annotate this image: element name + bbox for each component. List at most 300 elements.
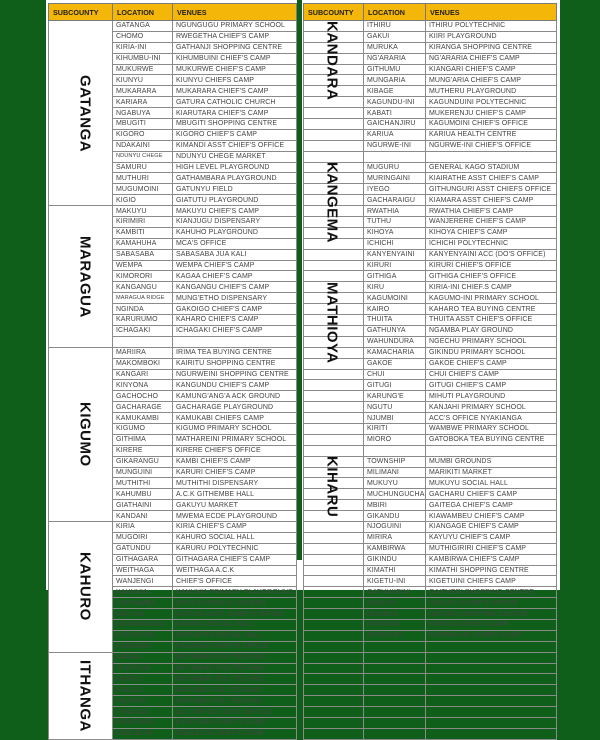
- subcounty-label: KIHARU: [323, 456, 341, 518]
- header-location: LOCATION: [364, 4, 426, 21]
- venue-cell: KIIRI PLAYGROUND: [426, 31, 557, 42]
- venue-cell: GENERAL KAGO STADIUM: [426, 162, 557, 173]
- table-row: [304, 260, 557, 271]
- location-cell: GIKARANGU: [113, 456, 173, 467]
- table-row: [49, 347, 297, 358]
- location-cell: CHUI: [364, 369, 426, 380]
- subcounty-cell: [304, 532, 364, 543]
- location-cell: KAMBITI: [113, 227, 173, 238]
- subcounty-cell: [304, 434, 364, 445]
- table-row: [304, 598, 557, 609]
- table-row: [304, 434, 557, 445]
- location-cell: NDUNYU CHEGE: [113, 151, 173, 162]
- subcounty-cell: [304, 184, 364, 195]
- subcounty-cell: [304, 21, 364, 32]
- location-cell: KIMORORI: [113, 271, 173, 282]
- venue-cell: KIRURI CHIEF'S OFFICE: [426, 260, 557, 271]
- venue-cell: ACC OFFICE (DO'S OFFICE): [173, 707, 297, 718]
- location-cell: MILIMANI: [364, 467, 426, 478]
- location-cell: GITHIGA: [364, 271, 426, 282]
- subcounty-cell: [304, 478, 364, 489]
- empty-cell: [364, 728, 426, 739]
- location-cell: MUGOIRI: [113, 532, 173, 543]
- location-cell: KARURUMO: [113, 315, 173, 326]
- venue-cell: KAYUYU CHIEF'S CAMP: [426, 532, 557, 543]
- venue-cell: A.C.K GITHEMBE HALL: [173, 489, 297, 500]
- empty-cell: [426, 707, 557, 718]
- table-row: [304, 336, 557, 347]
- location-cell: GAICHANJIRU: [364, 119, 426, 130]
- venue-cell: KARIUA HEALTH CENTRE: [426, 129, 557, 140]
- empty-cell: [426, 674, 557, 685]
- location-cell: KIMATHI: [364, 565, 426, 576]
- table-row: [304, 369, 557, 380]
- subcounty-cell: [304, 304, 364, 315]
- empty-cell: [364, 696, 426, 707]
- location-cell: MAKUYU: [113, 206, 173, 217]
- location-cell: KAGUMOINI: [364, 293, 426, 304]
- table-row: [304, 511, 557, 522]
- venue-cell: KARURI CHIEF'S CAMP: [173, 467, 297, 478]
- empty-cell: [426, 641, 557, 652]
- venue-cell: KIHINGA CHIEFS CAMP: [426, 619, 557, 630]
- location-cell: KARIUA: [364, 129, 426, 140]
- location-cell: KIONJO-INI: [113, 630, 173, 641]
- subcounty-cell: [304, 391, 364, 402]
- venue-cell: KAGUNDUINI POLYTECHNIC: [426, 97, 557, 108]
- subcounty-cell: [304, 260, 364, 271]
- header-row: [49, 4, 297, 21]
- location-cell: GACHARAIGU: [364, 195, 426, 206]
- subcounty-cell: [304, 282, 364, 293]
- subcounty-cell: [304, 358, 364, 369]
- location-cell: MAKOMBOKI: [113, 358, 173, 369]
- location-cell: KAHUMBU: [113, 489, 173, 500]
- table-row: [304, 97, 557, 108]
- table-row: [304, 521, 557, 532]
- subcounty-cell: [304, 173, 364, 184]
- table-row: [304, 64, 557, 75]
- subcounty-cell: [304, 630, 364, 641]
- venue-cell: ICHICHI POLYTECHNIC: [426, 238, 557, 249]
- subcounty-label: KANDARA: [323, 20, 341, 100]
- table-row: [304, 75, 557, 86]
- location-cell: [364, 445, 426, 456]
- location-cell: GITHIMA: [113, 434, 173, 445]
- table-row: [304, 478, 557, 489]
- subcounty-cell: [304, 489, 364, 500]
- venue-cell: MUNG'ARIA CHIEF'S CAMP: [426, 75, 557, 86]
- table-row: [304, 238, 557, 249]
- empty-cell: [364, 674, 426, 685]
- location-cell: MBUGITI: [113, 119, 173, 130]
- table-row: [304, 402, 557, 413]
- venue-cell: WANJERERE CHIEF'S CAMP: [426, 217, 557, 228]
- subcounty-cell: [304, 369, 364, 380]
- header-subcounty: SUBCOUNTY: [49, 4, 113, 21]
- venue-cell: GAKUYU CHIEF'S OFFICE: [426, 598, 557, 609]
- venue-cell: KANGANGU CHIEF'S CAMP: [173, 282, 297, 293]
- location-cell: KIHUMBU-INI: [113, 53, 173, 64]
- venue-cell: KIRATHANI CHIEF'S CAMP: [173, 718, 297, 729]
- subcounty-cell: [304, 119, 364, 130]
- venue-cell: NGECHU PRIMARY SCHOOL: [426, 336, 557, 347]
- venue-cell: KAREMA-INI CHIEFS CAMP: [426, 630, 557, 641]
- empty-cell: [304, 641, 364, 652]
- column-divider: [297, 0, 302, 560]
- venue-cell: KANGUNDU CHIEF'S CAMP: [173, 380, 297, 391]
- subcounty-cell: [49, 347, 113, 521]
- subcounty-cell: [304, 609, 364, 620]
- empty-row: [304, 641, 557, 652]
- venue-cell: MUKURWE CHIEF'S CAMP: [173, 64, 297, 75]
- table-row: [304, 42, 557, 53]
- venue-cell: KAHATIA SOCIAL HALL: [173, 619, 297, 630]
- location-cell: MUGURU: [364, 162, 426, 173]
- location-cell: KINYONA: [113, 380, 173, 391]
- table-row: [304, 162, 557, 173]
- venue-cell: KAIRITU SHOPPING CENTRE: [173, 358, 297, 369]
- empty-row: [304, 685, 557, 696]
- table-row: [304, 249, 557, 260]
- subcounty-cell: [304, 217, 364, 228]
- table-row: [49, 521, 297, 532]
- subcounty-cell: [304, 619, 364, 630]
- venue-cell: GACHARU CHIEF'S CAMP: [426, 489, 557, 500]
- location-cell: GATANGA: [113, 21, 173, 32]
- subcounty-label: KANGEMA: [323, 162, 341, 244]
- location-cell: KANGANGU: [113, 282, 173, 293]
- venue-cell: [426, 151, 557, 162]
- table-row: [304, 445, 557, 456]
- venue-cell: GITHIGA CHIEF'S OFFICE: [426, 271, 557, 282]
- venue-cell: KIANJUGU DISPENSARY: [173, 217, 297, 228]
- empty-cell: [304, 685, 364, 696]
- table-row: [304, 500, 557, 511]
- venue-cell: ITHIRU POLYTECHNIC: [426, 21, 557, 32]
- location-cell: KIGETU-INI: [364, 576, 426, 587]
- venue-cell: GATHAMBARA PLAYGROUND: [173, 173, 297, 184]
- location-cell: KANDANI: [113, 511, 173, 522]
- venue-cell: WAMBWE PRIMARY SCHOOL: [426, 423, 557, 434]
- subcounty-label: GATANGA: [76, 74, 94, 152]
- subcounty-label: ITHANGA: [76, 659, 94, 732]
- location-cell: GAKUI: [364, 31, 426, 42]
- table-row: [304, 587, 557, 598]
- location-cell: MUTHURI: [113, 173, 173, 184]
- table-row: [304, 206, 557, 217]
- empty-cell: [426, 663, 557, 674]
- venue-cell: SABASABA JUA KALI: [173, 249, 297, 260]
- location-cell: WEMPA: [113, 260, 173, 271]
- venue-cell: KIARUTARA CHIEF'S CAMP: [173, 108, 297, 119]
- location-cell: MIRIRA: [364, 532, 426, 543]
- location-cell: NGATHO: [113, 696, 173, 707]
- subcounty-cell: [304, 467, 364, 478]
- table-row: [304, 554, 557, 565]
- venue-cell: KAHUHO PLAYGROUND: [173, 227, 297, 238]
- location-cell: IYEGO: [364, 184, 426, 195]
- table-row: [304, 576, 557, 587]
- location-cell: KIRERE: [113, 445, 173, 456]
- venue-cell: MUKUYU SOCIAL HALL: [426, 478, 557, 489]
- venue-cell: IRIMA TEA BUYING CENTRE: [173, 347, 297, 358]
- table-row: [304, 108, 557, 119]
- location-cell: MUNGARIA: [364, 75, 426, 86]
- location-cell: GITHAGARA: [113, 554, 173, 565]
- subcounty-cell: [304, 543, 364, 554]
- venue-cell: MARIKITI MARKET: [426, 467, 557, 478]
- location-cell: KIBAGE: [364, 86, 426, 97]
- subcounty-label: MARAGUA: [76, 235, 94, 318]
- location-cell: KIRIA: [113, 521, 173, 532]
- venue-cell: THUITA ASST CHIEF'S OFFICE: [426, 315, 557, 326]
- location-cell: GIATHAINI: [113, 500, 173, 511]
- location-cell: MUTHITHI: [113, 478, 173, 489]
- empty-cell: [364, 652, 426, 663]
- venue-cell: KIGETUINI CHIEFS CAMP: [426, 576, 557, 587]
- table-row: [304, 543, 557, 554]
- venue-cell: KAHARO CHIEF'S CAMP: [173, 315, 297, 326]
- subcounty-cell: [304, 31, 364, 42]
- subcounty-cell: [304, 325, 364, 336]
- venue-cell: KIMANDI ASST CHIEF'S OFFICE: [173, 140, 297, 151]
- location-cell: GACHARAGE: [113, 402, 173, 413]
- location-cell: GITHUURI: [364, 630, 426, 641]
- venue-cell: ACC'S OFFICE NYAKIANGA: [426, 413, 557, 424]
- location-cell: MIORO: [364, 434, 426, 445]
- location-cell: KAMACHARIA: [364, 347, 426, 358]
- location-cell: MURUKA: [364, 42, 426, 53]
- empty-cell: [304, 728, 364, 739]
- venue-cell: KIAMARA ASST CHIEF'S CAMP: [426, 195, 557, 206]
- location-cell: GITUGI: [364, 380, 426, 391]
- subcounty-cell: [304, 75, 364, 86]
- venue-cell: GAITEGA CHIEF'S CAMP: [426, 500, 557, 511]
- table-row: [304, 609, 557, 620]
- venue-cell: GAKOIGO CHIEF'S CAMP: [173, 304, 297, 315]
- venue-cell: GATUNYU FIELD: [173, 184, 297, 195]
- table-row: [49, 21, 297, 32]
- location-cell: TOWNSHIP: [364, 456, 426, 467]
- table-row: [304, 456, 557, 467]
- venue-cell: KANYENYAINI ACC (DO'S OFFICE): [426, 249, 557, 260]
- location-cell: GIKANDU: [364, 511, 426, 522]
- location-cell: THUITA: [364, 315, 426, 326]
- venue-cell: MITUMBIRI POLYTECHNIC: [173, 663, 297, 674]
- venue-cell: GAITHERI SHOPPING CENTRE: [426, 587, 557, 598]
- venue-cell: NGELELYA CHIEF'S CAMP: [173, 728, 297, 739]
- table-row: [304, 86, 557, 97]
- subcounty-cell: [304, 336, 364, 347]
- venue-cell: KIRIA-INI CHIEF.S CAMP: [426, 282, 557, 293]
- subcounty-cell: [304, 587, 364, 598]
- venue-cell: RWATHIA CHIEF'S CAMP: [426, 206, 557, 217]
- location-cell: [364, 151, 426, 162]
- location-cell: NJUMBI: [364, 413, 426, 424]
- location-cell: KIRU: [364, 282, 426, 293]
- venue-cell: GAKOE CHIEF'S CAMP: [426, 358, 557, 369]
- venue-cell: KIANGAGE CHIEF'S CAMP: [426, 521, 557, 532]
- location-cell: KAMBIRWA: [364, 543, 426, 554]
- location-cell: MURINGAINI: [364, 173, 426, 184]
- venue-cell: KIAIRATHE ASST CHIEF'S CAMP: [426, 173, 557, 184]
- venue-cell: KIUNYU CHIEFS CAMP: [173, 75, 297, 86]
- venue-cell: KAGANDA CHIEF'S OFFICE: [173, 641, 297, 652]
- location-cell: NJOGUINI: [364, 521, 426, 532]
- venue-cell: GITHAGARA CHIEF'S CAMP: [173, 554, 297, 565]
- subcounty-cell: [304, 129, 364, 140]
- venue-cell: KIGUMO PRIMARY SCHOOL: [173, 423, 297, 434]
- subcounty-cell: [304, 140, 364, 151]
- location-cell: NGELELYA: [113, 728, 173, 739]
- venue-cell: MUTHERU PLAYGROUND: [426, 86, 557, 97]
- venue-cell: MWEMA ECDE PLAYGROUND: [173, 511, 297, 522]
- location-cell: WEITHAGA: [113, 565, 173, 576]
- empty-cell: [426, 685, 557, 696]
- table-row: [304, 423, 557, 434]
- location-cell: KAIRO: [364, 304, 426, 315]
- subcounty-cell: [304, 413, 364, 424]
- location-cell: GATUYA: [113, 609, 173, 620]
- table-row: [304, 271, 557, 282]
- empty-cell: [426, 718, 557, 729]
- venue-cell: KAMUKABI CHIEFS CAMP: [173, 413, 297, 424]
- location-cell: MARIIRA: [113, 347, 173, 358]
- subcounty-cell: [49, 652, 113, 739]
- empty-cell: [364, 685, 426, 696]
- subcounty-cell: [49, 521, 113, 652]
- venue-cell: KAGUMOINI CHIEF'S OFFICE: [426, 119, 557, 130]
- venue-cell: KIHOYA CHIEF'S CAMP: [426, 227, 557, 238]
- venue-cell: ICHAGAKI CHIEF'S CAMP: [173, 325, 297, 336]
- table-row: [304, 31, 557, 42]
- subcounty-cell: [304, 195, 364, 206]
- venue-cell: WEMPA CHIEF'S CAMP: [173, 260, 297, 271]
- subcounty-cell: [304, 315, 364, 326]
- venue-cell: KIRANGA SHOPPING CENTRE: [426, 42, 557, 53]
- subcounty-cell: [304, 347, 364, 358]
- location-cell: MUKUYU: [364, 478, 426, 489]
- location-cell: KIRURI: [364, 260, 426, 271]
- empty-cell: [304, 674, 364, 685]
- table-row: [304, 53, 557, 64]
- venue-cell: RWEGETHA CHIEF'S CAMP: [173, 31, 297, 42]
- subcounty-cell: [304, 293, 364, 304]
- venue-cell: CHIEF'S OFFICE: [173, 576, 297, 587]
- table-row: [304, 293, 557, 304]
- location-cell: NDAKAINI: [113, 140, 173, 151]
- venue-cell: GATHANJI SHOPPING CENTRE: [173, 42, 297, 53]
- venue-cell: MATUNDA POLYTECHNIC: [173, 685, 297, 696]
- venue-cell: MUKARARA CHIEF'S CAMP: [173, 86, 297, 97]
- venue-cell: GATOBOKA TEA BUYING CENTRE: [426, 434, 557, 445]
- location-cell: ITHIRU: [364, 21, 426, 32]
- subcounty-cell: [304, 456, 364, 467]
- venue-cell: MATHAREINI PRIMARY SCHOOL: [173, 434, 297, 445]
- table-row: [304, 413, 557, 424]
- venue-cell: KIANGARI CHIEF'S CAMP: [426, 64, 557, 75]
- venue-cell: KAHURO SOCIAL HALL: [173, 532, 297, 543]
- venue-cell: MUTHIGIRIRI CHIEF'S CAMP: [426, 543, 557, 554]
- venue-cell: MATUNDA POLYTECHNIC: [173, 696, 297, 707]
- table-row: [304, 619, 557, 630]
- location-cell: MBIRI: [364, 500, 426, 511]
- table-row: [304, 315, 557, 326]
- venue-cell: MUNG'ETHO DISPENSARY: [173, 293, 297, 304]
- location-cell: MUNGUINI: [113, 467, 173, 478]
- venue-cell: GIATUTU PLAYGROUND: [173, 195, 297, 206]
- venue-cell: GITUGI CHIEF'S CAMP: [426, 380, 557, 391]
- empty-row: [304, 718, 557, 729]
- location-cell: KAKUZI: [113, 685, 173, 696]
- venue-cell: KIGORO CHIEF'S CAMP: [173, 129, 297, 140]
- header-location: LOCATION: [113, 4, 173, 21]
- location-cell: MUKURWE: [113, 64, 173, 75]
- location-cell: KAGANDA: [113, 641, 173, 652]
- location-cell: GAKOE: [364, 358, 426, 369]
- table-row: [49, 652, 297, 663]
- subcounty-cell: [304, 576, 364, 587]
- location-cell: KAGUNDU-INI: [364, 97, 426, 108]
- table-row: [304, 151, 557, 162]
- subcounty-cell: [304, 249, 364, 260]
- subcounty-cell: [304, 97, 364, 108]
- location-cell: KIRIA-INI: [113, 42, 173, 53]
- location-cell: NG'ARARIA: [364, 53, 426, 64]
- location-cell: KARUNG'E: [364, 391, 426, 402]
- table-row: [304, 227, 557, 238]
- venue-cell: MITUMBIRI POLYTECHNIC: [173, 652, 297, 663]
- header-venues: VENUES: [426, 4, 557, 21]
- location-cell: KANYENYAINI: [364, 249, 426, 260]
- table-row: [304, 630, 557, 641]
- subcounty-cell: [304, 380, 364, 391]
- table-row: [304, 380, 557, 391]
- location-cell: NYAKIHAI: [364, 619, 426, 630]
- subcounty-cell: [304, 162, 364, 173]
- venue-cell: GAKUYU MARKET: [173, 500, 297, 511]
- location-cell: KANGARI: [113, 369, 173, 380]
- empty-cell: [304, 707, 364, 718]
- location-cell: ITHANGA: [113, 707, 173, 718]
- empty-row: [304, 707, 557, 718]
- table-row: [304, 347, 557, 358]
- venue-cell: GATURA CATHOLIC CHURCH: [173, 97, 297, 108]
- location-cell: KAMUKAMBI: [113, 413, 173, 424]
- empty-cell: [364, 707, 426, 718]
- venue-cell: WEITHAGA A.C.K: [173, 565, 297, 576]
- table-row: [304, 21, 557, 32]
- venue-cell: MBUGITI SHOPPING CENTRE: [173, 119, 297, 130]
- empty-cell: [426, 696, 557, 707]
- empty-cell: [364, 641, 426, 652]
- venue-cell: KIMATHI SHOPPING CENTRE: [426, 565, 557, 576]
- location-cell: MUKEU: [113, 674, 173, 685]
- venue-cell: KIAWAMBEU CHIEF'S CAMP: [426, 511, 557, 522]
- venue-cell: KARURU POLYTECHNIC: [173, 543, 297, 554]
- table-row: [304, 304, 557, 315]
- location-cell: GACHOCHO: [113, 391, 173, 402]
- venue-cell: GITHUNGURI ASST CHIEFS OFFICE: [426, 184, 557, 195]
- venue-cell: MAKUYU CHIEF'S CAMP: [173, 206, 297, 217]
- venue-cell: NGURWEINI SHOPPING CENTRE: [173, 369, 297, 380]
- location-cell: ICHAGAKI: [113, 325, 173, 336]
- venue-cell: KAHUHIA PRIMARY PLAYGROUND: [173, 587, 297, 598]
- subcounty-cell: [304, 108, 364, 119]
- subcounty-label: MATHIOYA: [323, 281, 341, 364]
- location-cell: MURARANDIA: [113, 619, 173, 630]
